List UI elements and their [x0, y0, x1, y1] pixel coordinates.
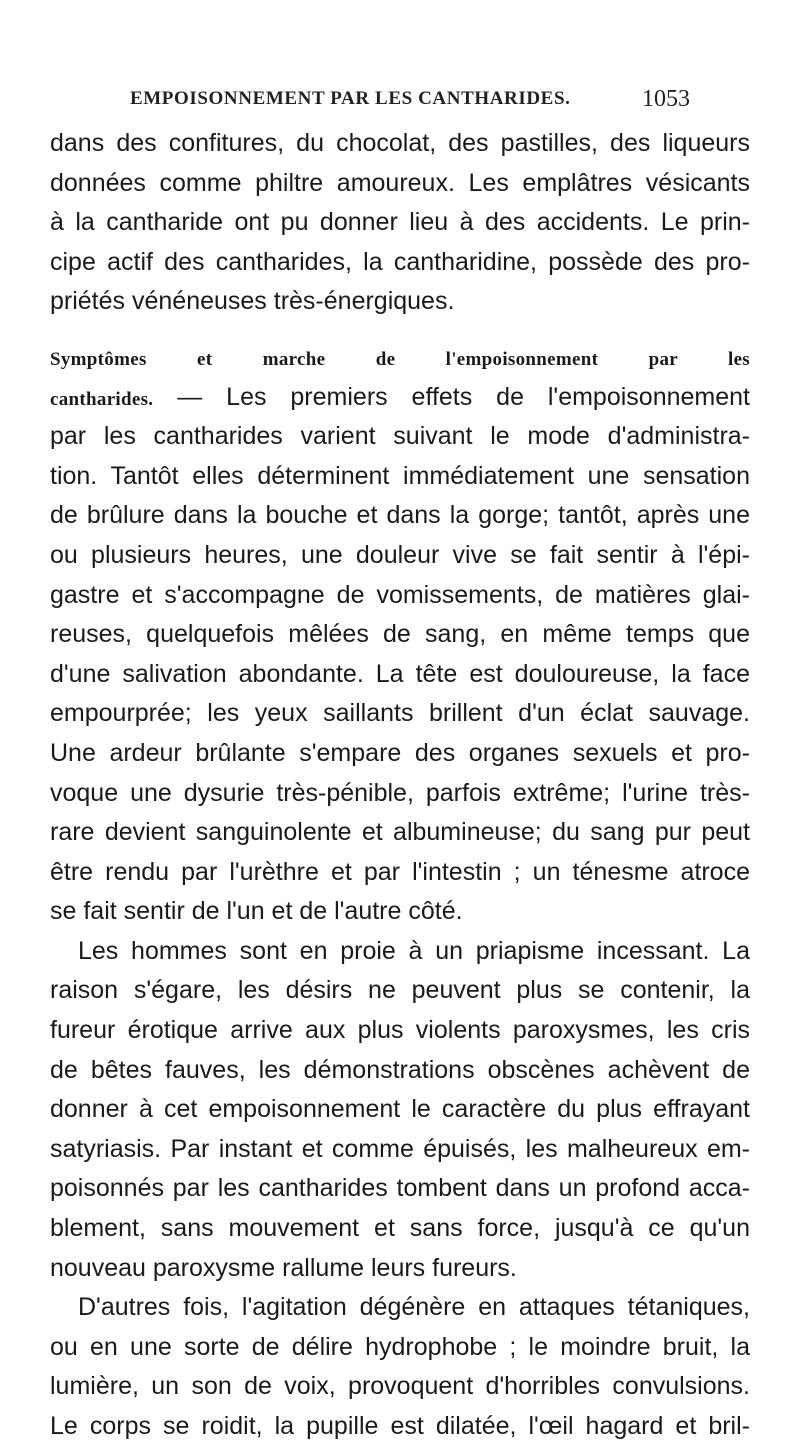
text-line: priétés vénéneuses très-énergiques.: [50, 287, 455, 316]
section-heading-continued: cantharides.: [50, 388, 154, 410]
section-heading: Symptômes et marche de l'empoisonnement par les: [50, 348, 750, 370]
text-line: d'une salivation abondante. La tête est douloureuse, la face: [50, 659, 750, 688]
text-line: raison s'égare, les désirs ne peuvent plus se contenir, la: [50, 976, 750, 1005]
text-line: Les hommes sont en proie à un priapisme incessant. La: [78, 936, 750, 965]
paragraph-gap: [50, 322, 750, 338]
text-line: voque une dysurie très-pénible, parfois extrême; l'urine très-: [50, 778, 750, 807]
text-line: reuses, quelquefois mêlées de sang, en même temps que: [50, 620, 750, 649]
text-line: [50, 378, 750, 418]
text-line: cipe actif des cantharides, la cantharidine, possède des pro-: [50, 247, 750, 276]
text-line: nouveau paroxysme rallume leurs fureurs.: [50, 1253, 517, 1282]
text-line: données comme philtre amoureux. Les emplâtres vésicants: [50, 168, 750, 197]
text-line: gastre et s'accompagne de vomissements, de matières glai-: [50, 580, 750, 609]
text-line: satyriasis. Par instant et comme épuisés, les malheureux em-: [50, 1134, 750, 1163]
text-line: à la cantharide ont pu donner lieu à des accidents. Le prin-: [50, 208, 750, 237]
section-paragraph: [50, 338, 750, 932]
body-text: [50, 124, 750, 1447]
section-heading-line: [50, 338, 750, 378]
paragraph: [50, 932, 750, 1288]
text-line: lumière, un son de voix, provoquent d'horribles convulsions.: [50, 1372, 750, 1401]
text-line: être rendu par l'urèthre et par l'intestin ; un ténesme atroce: [50, 857, 750, 886]
text-line: ou plusieurs heures, une douleur vive se fait sentir à l'épi-: [50, 540, 750, 569]
page-number: 1053: [642, 86, 690, 112]
text-line: fureur érotique arrive aux plus violents paroxysmes, les cris: [50, 1016, 750, 1045]
text-line: Le corps se roidit, la pupille est dilatée, l'œil hagard et bril-: [50, 1412, 750, 1440]
paragraph: [50, 124, 750, 322]
text-line: Une ardeur brûlante s'empare des organes sexuels et pro-: [50, 738, 750, 767]
paragraph: [50, 1288, 750, 1446]
text-line: poisonnés par les cantharides tombent dans un profond acca-: [50, 1174, 750, 1203]
running-title: EMPOISONNEMENT PAR LES CANTHARIDES.: [130, 88, 571, 109]
text-line: de brûlure dans la bouche et dans la gorge; tantôt, après une: [50, 501, 750, 530]
text-line: rare devient sanguinolente et albumineuse; du sang pur peut: [50, 818, 750, 847]
text-line: donner à cet empoisonnement le caractère du plus effrayant: [50, 1095, 750, 1124]
section-text: — Les premiers effets de l'empoisonnement: [153, 382, 750, 411]
text-line: par les cantharides varient suivant le mode d'administra-: [50, 422, 750, 451]
running-header: [130, 88, 690, 120]
text-line: ou en une sorte de délire hydrophobe ; le moindre bruit, la: [50, 1332, 750, 1361]
text-line: dans des confitures, du chocolat, des pastilles, des liqueurs: [50, 129, 750, 157]
text-line: empourprée; les yeux saillants brillent d'un éclat sauvage.: [50, 699, 750, 728]
text-line: blement, sans mouvement et sans force, jusqu'à ce qu'un: [50, 1214, 750, 1243]
text-line: se fait sentir de l'un et de l'autre côté.: [50, 897, 463, 926]
text-line: D'autres fois, l'agitation dégénère en attaques tétaniques,: [78, 1293, 750, 1322]
text-line: de bêtes fauves, les démonstrations obscènes achèvent de: [50, 1055, 750, 1084]
text-line: tion. Tantôt elles déterminent immédiatement une sensation: [50, 461, 750, 490]
